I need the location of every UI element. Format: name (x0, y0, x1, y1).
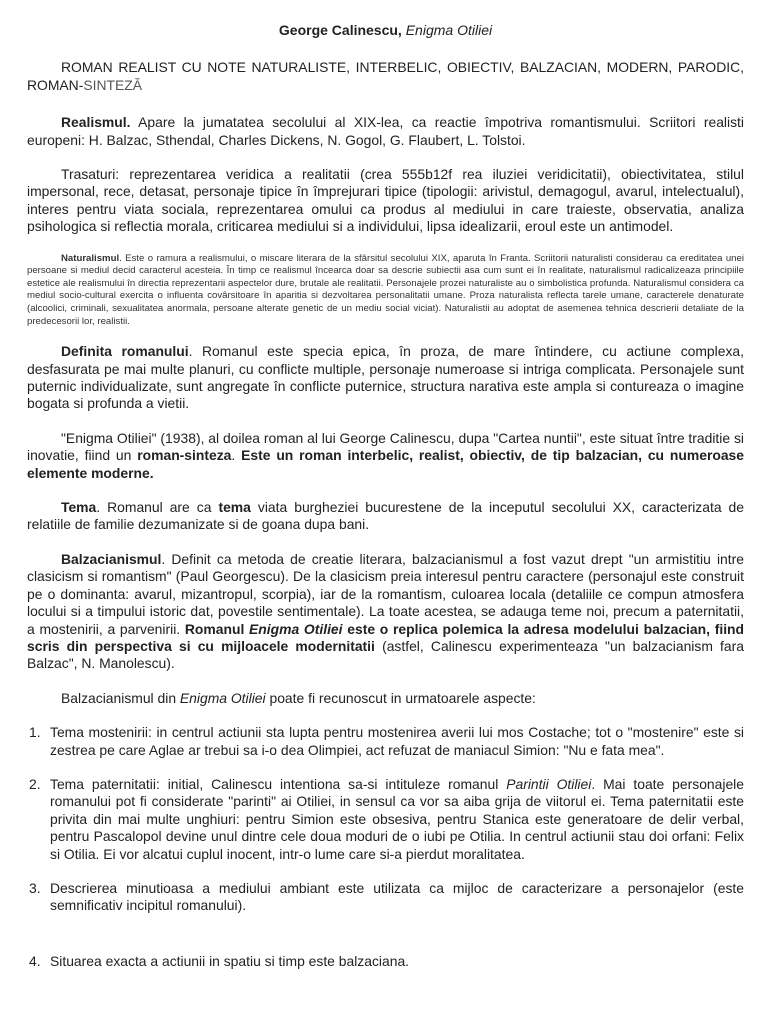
classification-last-word: SINTEZĂ (83, 76, 142, 93)
enigma-paragraph (27, 430, 744, 482)
list-item-text-2: . Mai toate personajele romanului pot fi considerate "parinti" ai Otiliei, in sensul ca vor sa aiba grija de viitorul ei. Tema paternitatii este privita din mai multe unghiuri: pentru Simion este obsesiva, pentru Stanica este generatoare de delir verbal, pentru Pascalopol devine unul dintre cele doua moduri de o iubi pe Otilia. In centrul actiunii stau doi orfani: Felix si Otilia. Ei vor alcatui cuplul inocent, intr-o lume care si-a pierdut moralitatea. (50, 775, 744, 862)
enigma-classification: Este un roman interbelic, realist, obiectiv, de tip balzacian, cu numeroase elemente moderne. (27, 447, 745, 481)
enigma-separator: . (231, 447, 242, 464)
balzacianism-heading: Balzacianismul (61, 550, 162, 567)
balzacianism-bold-a: Romanul (184, 620, 250, 637)
theme-keyword: tema (218, 499, 251, 516)
balzacianism-tail: (astfel, Calinescu experimenteaza "un balzacianism fara Balzac", N. Manolescu). (27, 637, 744, 672)
novel-classification (27, 59, 744, 94)
naturalism-link-france: Franta (500, 252, 528, 264)
title-work: Enigma Otiliei (405, 22, 493, 38)
naturalism-text-2: , o miscare literara de la sfârsitul (244, 252, 391, 264)
balzacianism-paragraph (27, 551, 744, 673)
enigma-text: "Enigma Otiliei" (1938), al doilea roman al lui George Calinescu, dupa "Cartea nuntii", este situat între traditie si inovatie, fiind un (27, 429, 744, 464)
naturalism-link-realism-2: realismului (78, 277, 125, 289)
novel-definition-heading: Definita romanului (61, 343, 189, 360)
list-item-text-1: Tema paternitatii: initial, Calinescu intentiona sa-si intituleze romanul (50, 775, 507, 792)
balzacianism-bold-b: este o replica polemica la adresa modelului balzacian, fiind scris din perspectiva si cu mijloacele modernitatii (27, 620, 745, 654)
balzacianism-novel-title: Enigma Otiliei (249, 620, 343, 637)
list-item (27, 776, 744, 863)
theme-paragraph (27, 499, 744, 534)
balzacianism-text: . Definit ca metoda de creatie literara, balzacianismul a fost vazut drept "un armistitiu intre clasicism si romantism" (Paul Georgescu). De la clasicism preia interesul pentru caractere (personajul este construit pe o dominanta: avarul, mizantropul, scorpia), iar de la romantism, culoarea locala (detaliile ce compun atmosfera locului si a timpului istoric dat, povestile sentimentale). La toate acestea, se adauga teme noi, precum a paternitatii, a mostenirii, a parvenirii. (27, 550, 744, 637)
naturalism-paragraph (27, 253, 744, 329)
list-item-number: 4. (29, 952, 41, 969)
list-item-number: 3. (29, 879, 41, 896)
enigma-roman-sinteza: roman-sinteza (137, 447, 232, 464)
naturalism-text-5: în directia reprezentarii aspectelor dure, brutale ale realitatii. Personajele prozei naturaliste au o simbolistica profunda. Naturalismul considera ca mediul socio-cultural exercita o influenta covârsitoare în aparitia si dezvoltarea personalitatii umane. Proza naturalista reflecta tarele umane, caracterele denaturate (alcoolici, criminali, sexualitatea anormala, persoane alterate genetic de un mediu social viciat). Naturalistii au adoptat de asemenea tehnica descrierii detaliate de la predecesorii lor, realistii. (27, 277, 744, 327)
list-item-text: Descrierea minutioasa a mediului ambiant este utilizata ca mijloc de caracterizare a personajelor (este semnificativ incipitul romanului). (50, 879, 744, 914)
novel-definition-paragraph (27, 343, 744, 413)
novel-definition-text: . Romanul este specia epica, în proza, de mare întindere, cu actiune complexa, desfasurata pe mai multe planuri, cu conflicte multiple, personaje numeroase si intriga complicata. Personajele sunt puternic individualizate, sunt angregate în conflicte puternice, structura narativa este ampla si contureaza o imagine bogata si profunda a vietii. (27, 343, 744, 412)
list-item (27, 880, 744, 915)
list-item (27, 953, 744, 970)
traits-paragraph: Trasaturi: reprezentarea veridica a realitatii (crea 555b12f rea iluziei veridicitatii), obiectivitatea, stilul impersonal, rece, detasat, personaje tipice în împrejurari tipice (tipologii: arivistul, demagogul, avarul, intelectualul), interes pentru viata sociala, reprezentarea omului ca produs al mediului in care traieste, observatia, analiza psihologica si reflectia morala, criticarea mediului si a individului, lipsa idealizarii, eroul este un antimodel. (27, 166, 744, 235)
aspects-list (27, 724, 744, 970)
list-item (27, 724, 744, 759)
realism-text: Apare la jumatatea secolului al XIX-lea, ca reactie împotriva romantismului. Scriitori realisti europeni: H. Balzac, Sthendal, Charles Dickens, N. Gogol, G. Flaubert, L. Tolstoi. (27, 114, 744, 148)
naturalism-link-realism: realismului (198, 252, 245, 264)
title-author: George Calinescu, (278, 22, 402, 38)
naturalism-text-4: . Scriitorii naturalisti considerau ca ereditatea unei persoane si mediul decid caracterul acesteia. În timp ce realismul încearca doar sa descrie subiectii asa cum sunt ei în realitate, naturalismul radicalizeaza principiile estetice ale (27, 252, 744, 289)
theme-text-2: viata burgheziei bucurestene de la inceputul secolului XX, caracterizata de relatiile de familie dezumanizate si de goana dupa bani. (27, 499, 744, 533)
theme-text-1: . Romanul are ca (96, 499, 219, 516)
recognition-paragraph (27, 690, 744, 707)
document-title (27, 22, 744, 39)
realism-heading: Realismul. (61, 114, 131, 131)
classification-main: ROMAN REALIST CU NOTE NATURALISTE, INTERBELIC, OBIECTIV, BALZACIAN, MODERN, PARODIC, ROMAN- (27, 59, 744, 93)
naturalism-link-century: secolului XIX (390, 252, 447, 264)
recognition-text-2: poate fi recunoscut in urmatoarele aspecte: (265, 689, 536, 706)
naturalism-text-3: , aparuta în (446, 252, 501, 264)
theme-heading: Tema (61, 499, 97, 516)
list-item-number: 1. (29, 724, 41, 741)
naturalism-text-1: . Este o ramura a (119, 252, 199, 264)
list-item-italic-title: Parintii Otiliei (506, 775, 592, 792)
list-item-text: Situarea exacta a actiunii in spatiu si timp este balzaciana. (50, 952, 410, 969)
realism-paragraph (27, 114, 744, 149)
list-item-number: 2. (29, 775, 41, 792)
naturalism-heading: Naturalismul (61, 252, 120, 264)
recognition-novel-title: Enigma Otiliei (179, 689, 266, 706)
list-item-text: Tema mostenirii: in centrul actiunii sta lupta pentru mostenirea averii lui mos Costache; tot o "mostenire" este si zestrea pe care Aglae ar trebui sa i-o dea Olimpiei, act refuzat de maniacul Simion: "Nu e fata mea". (50, 724, 744, 758)
recognition-text-1: Balzacianismul din (61, 689, 180, 706)
